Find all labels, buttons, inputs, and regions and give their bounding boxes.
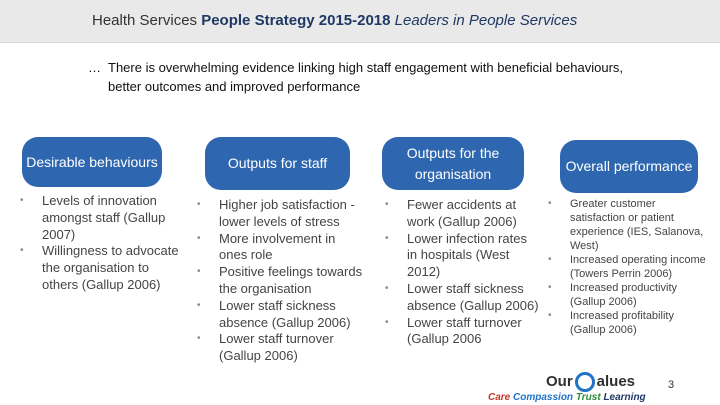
list-item: • Greater customer satisfaction or patient experience (IES, Salanova, West) (548, 197, 708, 253)
list-item: • Lower staff sickness absence (Gallup 2006) (197, 298, 367, 332)
header-outputs-organisation (382, 137, 524, 190)
title-part-1: Health Services (92, 12, 198, 29)
tagline-care: Care (488, 392, 511, 403)
header-overall-performance (560, 140, 698, 193)
header-overall-performance-label: Overall performance (565, 158, 693, 174)
intro-ellipsis: … (88, 60, 101, 75)
header-outputs-staff-label: Outputs for staff (227, 155, 328, 171)
title-part-3: Leaders in People Services (394, 12, 578, 29)
values-tagline (488, 392, 698, 403)
list-item: • Increased operating income (Towers Perrin 2006) (548, 253, 708, 281)
our-values-logo (528, 372, 653, 394)
list-outputs-staff (197, 197, 367, 405)
logo-text-left: Our (545, 372, 573, 390)
slide-title (92, 12, 577, 29)
list-item: • More involvement in ones role (197, 231, 367, 265)
header-outputs-staff (205, 137, 350, 190)
intro-statement: There is overwhelming evidence linking high staff engagement with beneficial behaviours, better outcomes and improved performance (108, 60, 624, 94)
list-item: • Lower staff turnover (Gallup 2006 (385, 315, 540, 349)
title-part-2: People Strategy 2015-2018 (197, 12, 395, 29)
list-item: • Willingness to advocate the organisation to others (Gallup 2006) (20, 243, 185, 293)
header-desirable-behaviours (22, 137, 162, 187)
list-item: • Lower staff sickness absence (Gallup 2006) (385, 281, 540, 315)
page-number: 3 (668, 379, 675, 391)
header-desirable-behaviours-label: Desirable behaviours (26, 153, 158, 170)
list-item: • Positive feelings towards the organisation (197, 264, 367, 298)
list-item: • Fewer accidents at work (Gallup 2006) (385, 197, 540, 231)
tagline-trust: Trust (575, 392, 601, 403)
intro-text (88, 58, 648, 96)
list-item: • Increased productivity (Gallup 2006) (548, 281, 708, 309)
list-item: • Higher job satisfaction - lower levels of stress (197, 197, 367, 231)
list-desirable-behaviours (20, 193, 185, 294)
tagline-compassion: Compassion (513, 392, 574, 403)
list-item: • Lower infection rates in hospitals (West 2012) (385, 231, 540, 281)
list-outputs-organisation (385, 197, 540, 348)
header-outputs-organisation-label: Outputs for the organisation (406, 144, 500, 182)
list-item: • Levels of innovation amongst staff (Gallup 2007) (20, 193, 185, 243)
tagline-learning: Learning (603, 392, 646, 403)
list-item: • Increased profitability (Gallup 2006) (548, 309, 708, 337)
title-bar (0, 0, 720, 43)
logo-text-right: alues (596, 372, 636, 390)
list-item: • Lower staff turnover (Gallup 2006) (197, 331, 367, 365)
list-overall-performance (548, 197, 708, 337)
circle-v-icon (575, 372, 595, 392)
